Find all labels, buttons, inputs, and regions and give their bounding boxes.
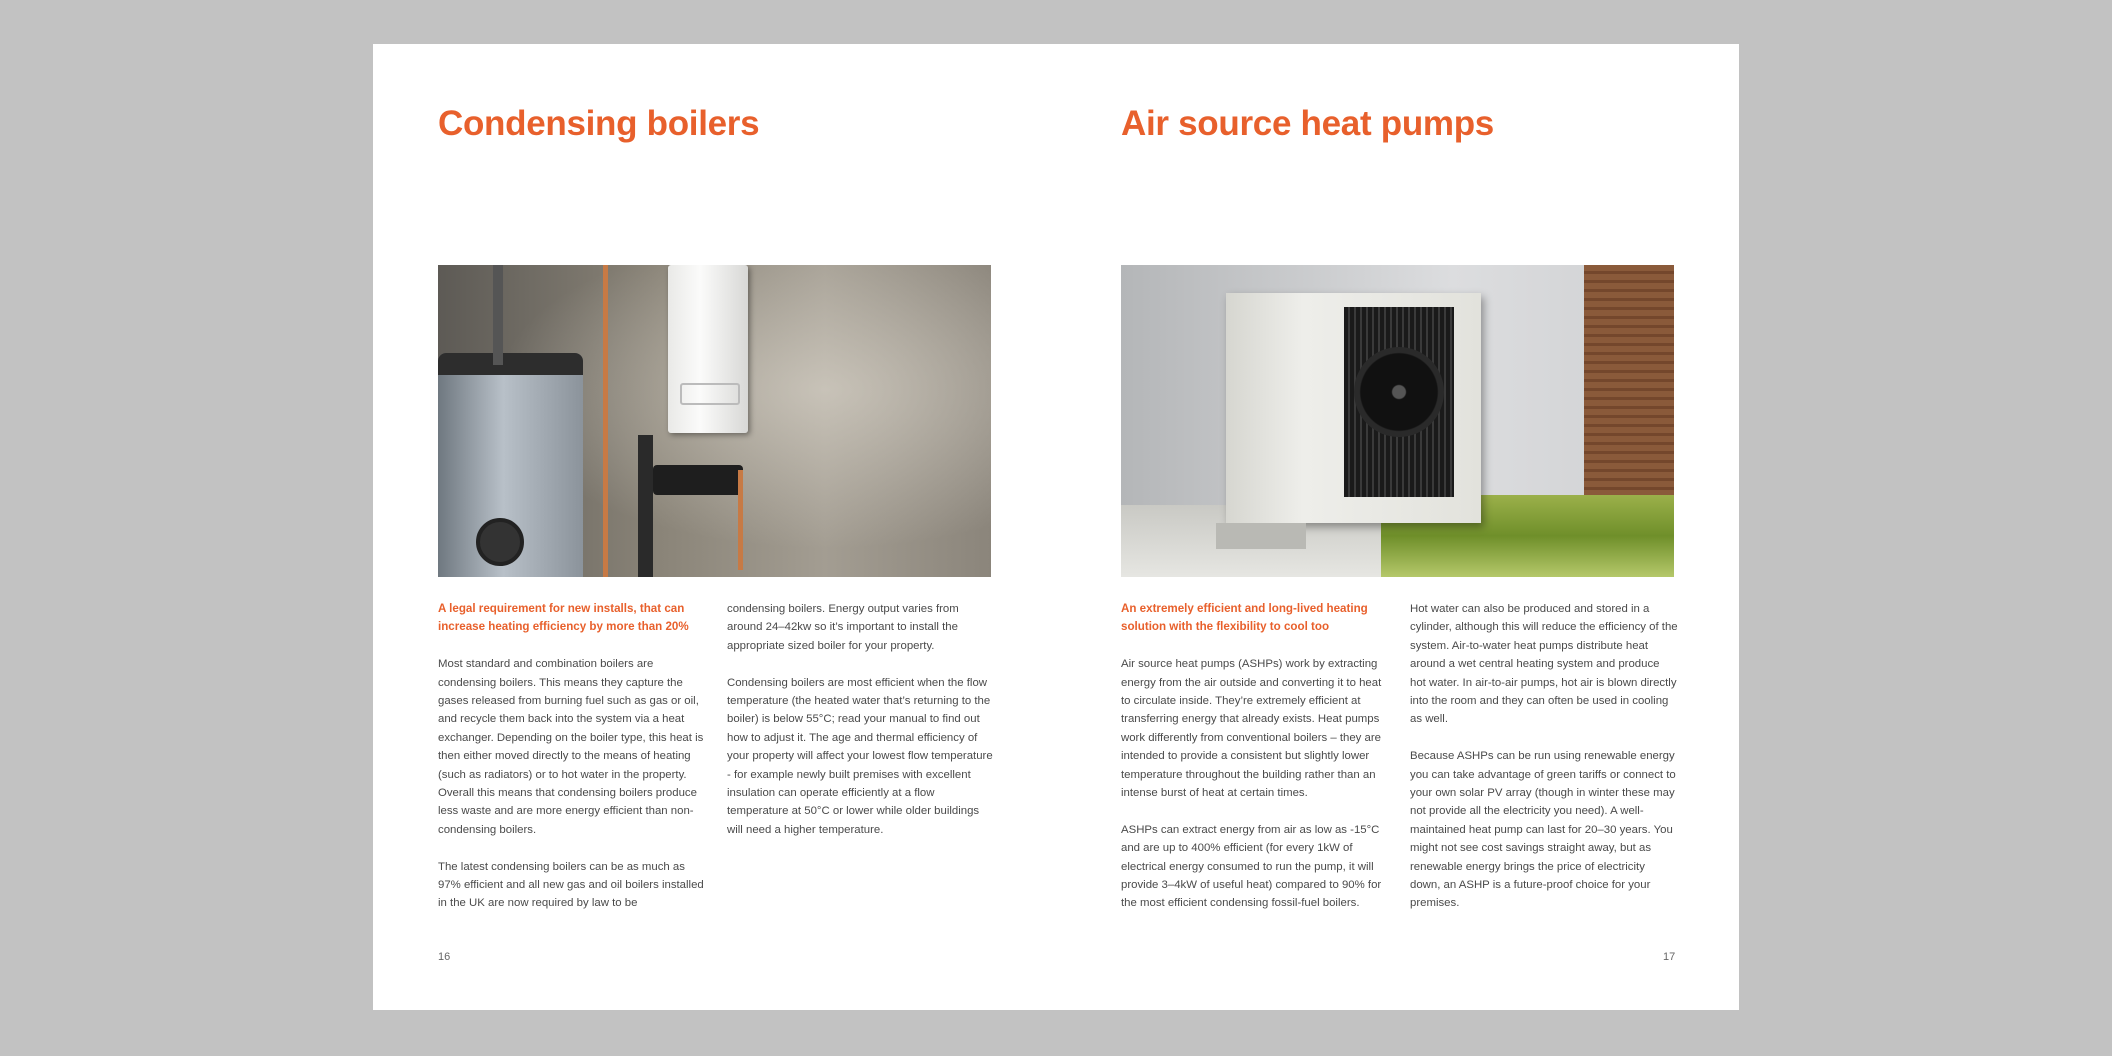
boiler-unit [668,265,748,433]
paragraph: Because ASHPs can be run using renewable energy you can take advantage of green tariffs or connect to your own solar PV array (though in winter these may not provide all the electricity you need). A well-maintained heat pump can last for 20–30 years. You might not see cost savings straight away, but as renewable energy brings the price of electricity down, an ASHP is a future-proof choice for your premises. [1410,750,1676,910]
paragraph: Hot water can also be produced and stored in a cylinder, although this will reduce the efficiency of the system. Air-to-water heat pumps distribute heat around a wet central heating system and produce hot water. In air-to-air pumps, hot air is blown directly into the room and they can often be used in cooling as well. [1410,603,1678,726]
heat-pump-photo [1121,265,1674,577]
left-column-1 [438,600,706,931]
paragraph: condensing boilers. Energy output varies from around 24–42kw so it’s important to install the appropriate sized boiler for your property. [727,603,959,652]
paragraph: The latest condensing boilers can be as much as 97% efficient and all new gas and oil boilers installed in the UK are now required by law to be [438,860,704,910]
right-column-1 [1121,600,1389,931]
brochure-spread [373,44,1739,1010]
hot-water-cylinder [438,353,583,577]
page-number-left: 16 [438,951,451,963]
heat-pump-unit [1226,293,1481,523]
fan-icon [1354,347,1444,437]
boiler-room-photo [438,265,991,577]
left-column-2 [727,600,995,858]
page-title-air-source-heat-pumps: Air source heat pumps [1121,104,1494,143]
lead-heading: A legal requirement for new installs, that can increase heating efficiency by more than 20% [438,602,689,634]
page-title-condensing-boilers: Condensing boilers [438,104,760,143]
lead-heading: An extremely efficient and long-lived heating solution with the flexibility to cool too [1121,602,1368,634]
page-number-right: 17 [1663,951,1676,963]
wood-cladding [1584,265,1674,515]
fan-grille [1344,307,1454,497]
paragraph: ASHPs can extract energy from air as low as -15°C and are up to 400% efficient (for every 1kW of electrical energy consumed to run the pump, it will provide 3–4kW of useful heat) compared to 90% for the most efficient condensing fossil-fuel boilers. [1121,823,1382,910]
right-column-2 [1410,600,1678,931]
paragraph: Condensing boilers are most efficient when the flow temperature (the heated water that’s returning to the boiler) is below 55°C; read your manual to find out how to adjust it. The age and thermal efficiency of your property will affect your lowest flow temperature - for example newly built premises with excellent insulation can operate efficiently at a flow temperature at 50°C or lower while older buildings will need a higher temperature. [727,676,993,836]
paragraph: Air source heat pumps (ASHPs) work by extracting energy from the air outside and converting it to heat to circulate inside. They’re extremely efficient at transferring energy that already exists. Heat pumps work differently from conventional boilers – they are intended to provide a consistent but slightly lower temperature throughout the building rather than an intense burst of heat at certain times. [1121,658,1382,800]
paragraph: Most standard and combination boilers are condensing boilers. This means they capture the gases released from burning fuel such as gas or oil, and recycle them back into the system via a heat exchanger. Depending on the boiler type, this heat is then either moved directly to the means of heating (such as radiators) or to hot water in the property. Overall this means that condensing boilers produce less waste and are more energy efficient than non-condensing boilers. [438,658,704,836]
